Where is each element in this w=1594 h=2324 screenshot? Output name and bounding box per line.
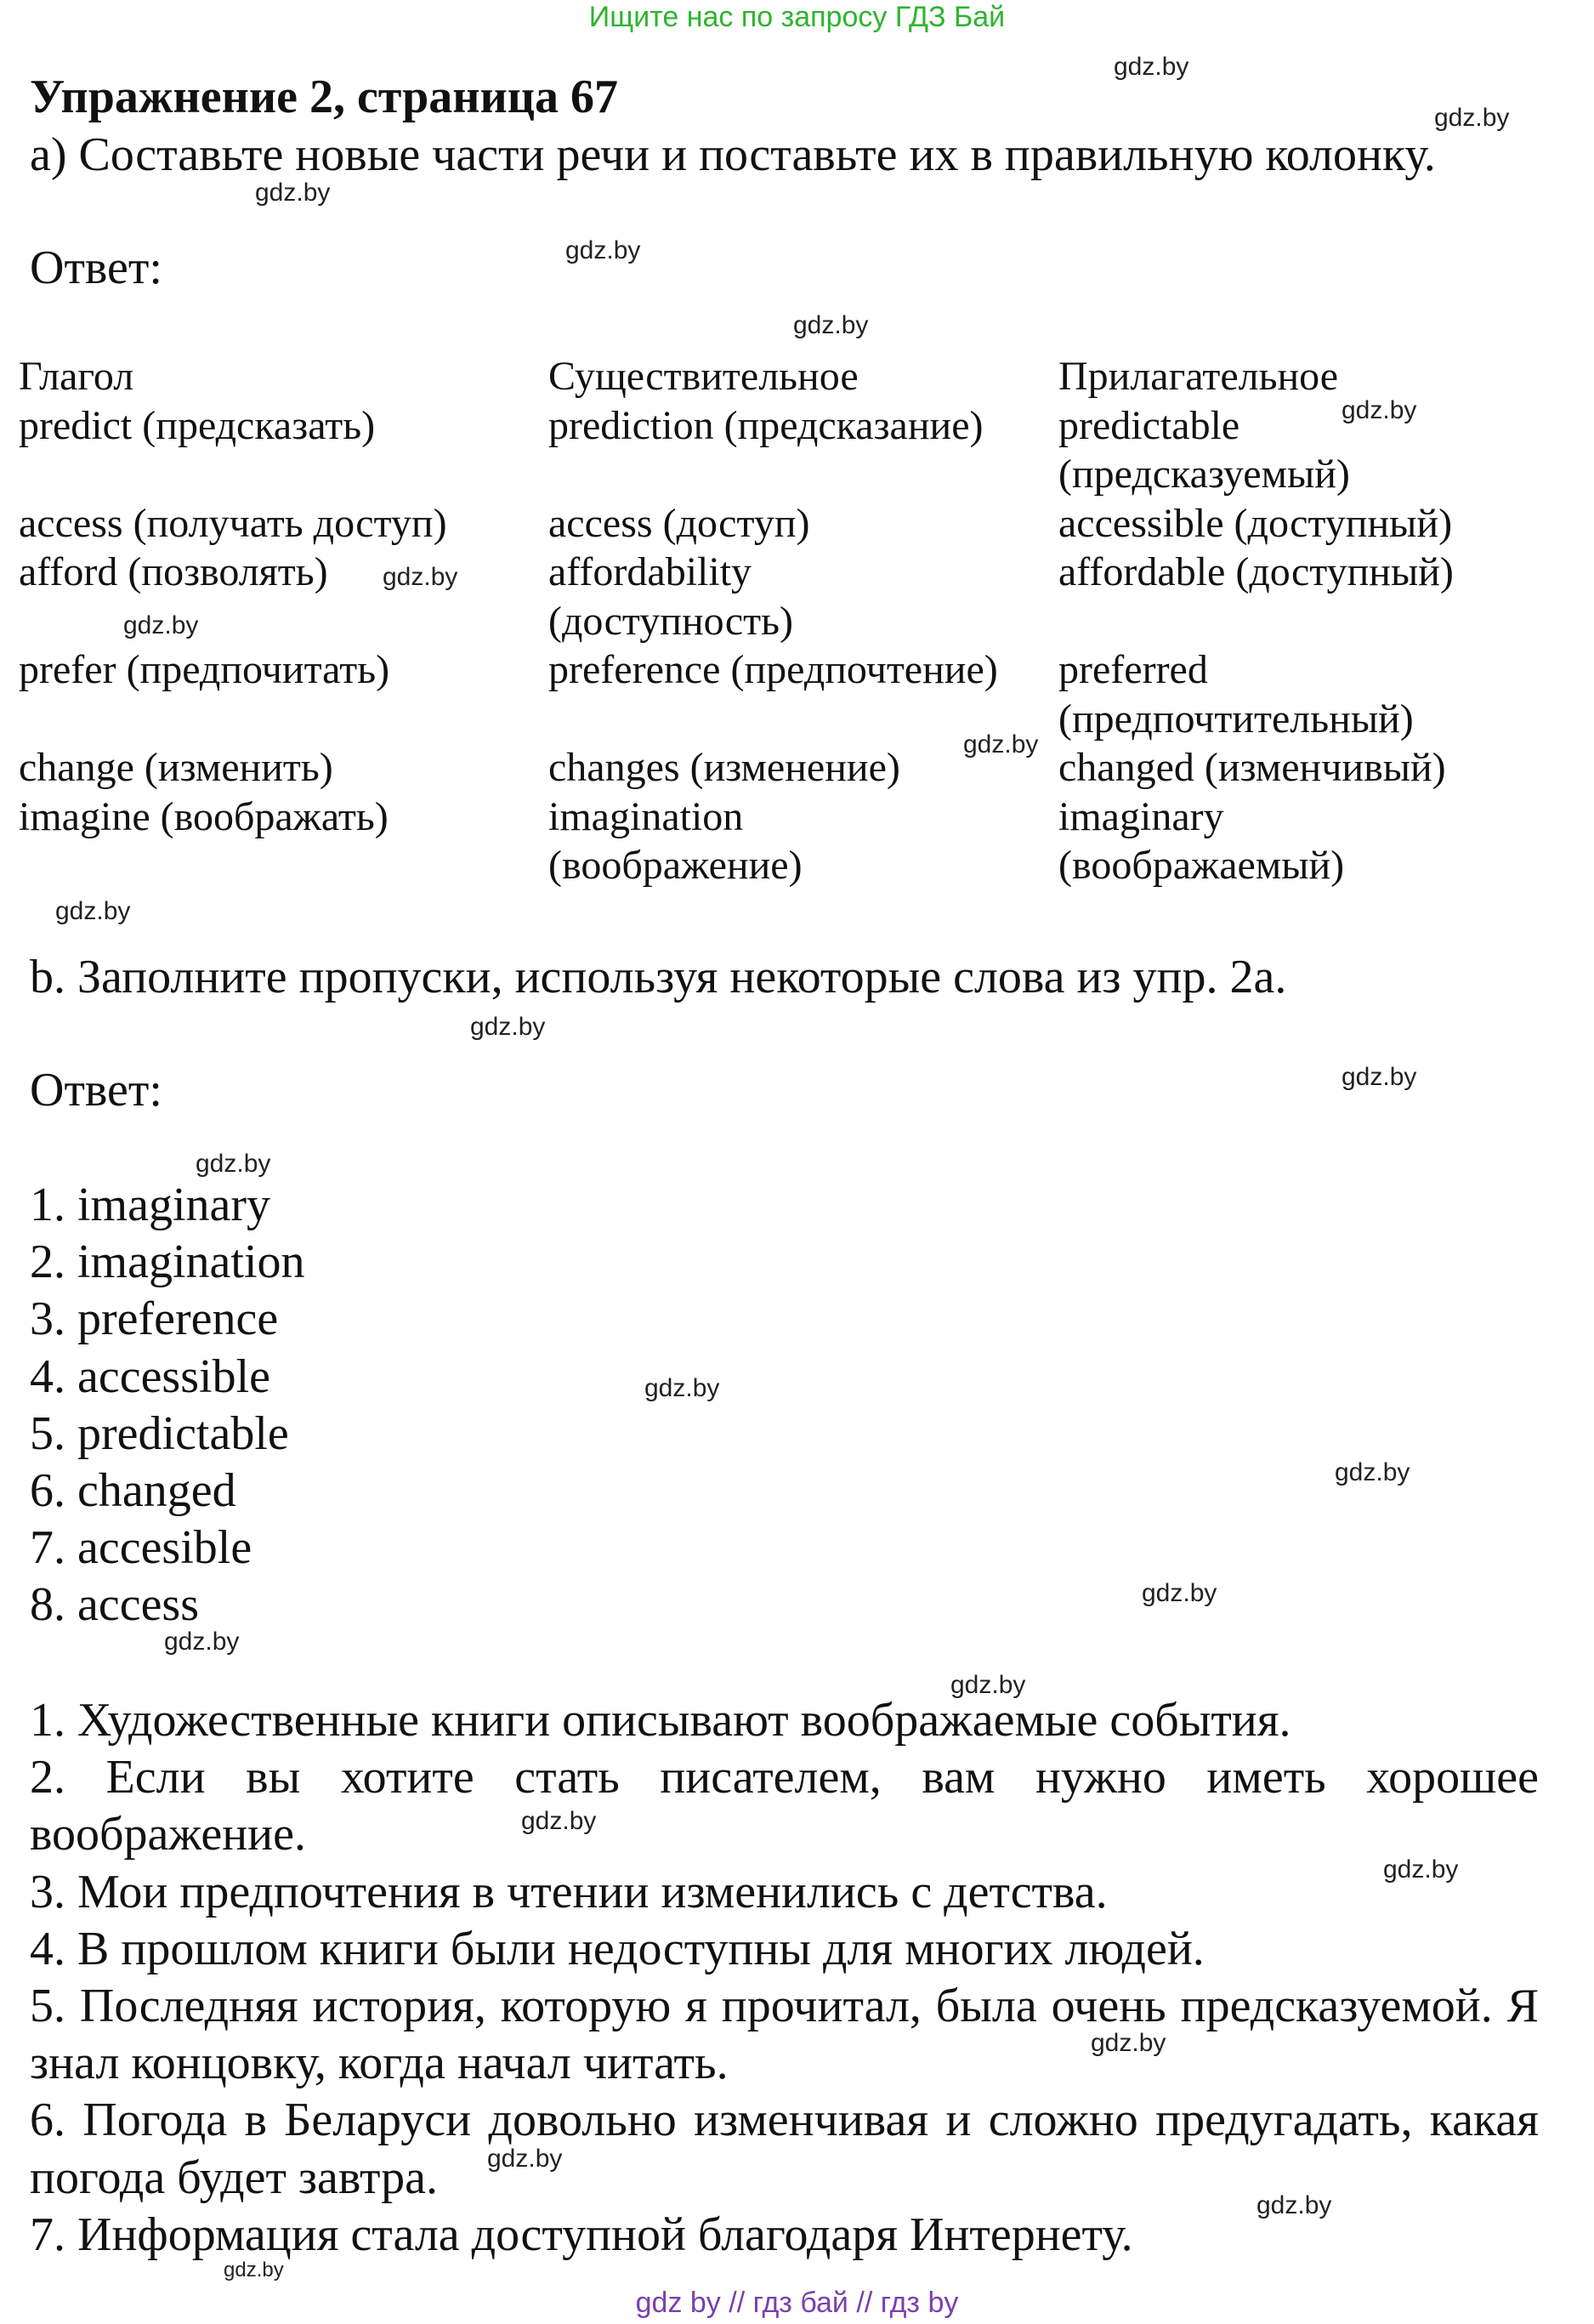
watermark: gdz.by — [383, 563, 458, 591]
watermark: gdz.by — [1142, 1579, 1217, 1607]
nouns-header: Существительное — [548, 354, 859, 399]
sentence: 3. Мои предпочтения в чтении изменились с детства. — [30, 1865, 1108, 1918]
table-cell: prefer (предпочитать) — [19, 647, 390, 692]
nouns-column — [548, 352, 998, 890]
answer-label-a: Ответ: — [30, 241, 162, 294]
table-cell — [19, 450, 447, 499]
watermark: gdz.by — [487, 2145, 563, 2173]
watermark: gdz.by — [1383, 1855, 1459, 1884]
list-item: 5. predictable — [30, 1406, 289, 1460]
watermark: gdz.by — [1091, 2029, 1166, 2057]
answers-list — [30, 1177, 305, 1634]
table-cell — [19, 695, 447, 744]
table-cell: imagination — [548, 793, 744, 839]
watermark: gdz.by — [644, 1374, 720, 1402]
watermark: gdz.by — [565, 236, 641, 264]
table-cell: affordable (доступный) — [1058, 549, 1454, 594]
task-b: b. Заполните пропуски, используя некоторые слова из упр. 2a. — [30, 951, 1287, 1003]
footer-links: gdz by // гдз бай // гдз by — [635, 2287, 959, 2319]
sentence: 4. В прошлом книги были недоступны для многих людей. — [30, 1922, 1205, 1975]
table-cell: imagine (воображать) — [19, 793, 389, 839]
verbs-header: Глагол — [19, 354, 134, 399]
table-cell: affordability — [548, 549, 752, 594]
table-cell: changed (изменчивый) — [1058, 745, 1446, 790]
list-item: 6. changed — [30, 1464, 236, 1518]
sentence: 5. Последняя история, которую я прочитал, была очень предсказуемой. Я знал концовку, когда начал читать. — [30, 1980, 1539, 2090]
table-cell: access (получать доступ) — [19, 500, 447, 546]
table-cell: imaginary — [1058, 793, 1224, 839]
list-item: 3. preference — [30, 1293, 279, 1346]
sentences-list — [30, 1692, 1539, 2264]
table-cell: (предпочтительный) — [1058, 696, 1414, 742]
table-cell: access (доступ) — [548, 500, 810, 546]
watermark: gdz.by — [521, 1807, 597, 1835]
list-item: 2. imagination — [30, 1236, 305, 1289]
watermark: gdz.by — [963, 730, 1039, 759]
table-cell: change (изменить) — [19, 745, 333, 790]
table-cell: (воображение) — [548, 843, 803, 888]
sentence: 6. Погода в Беларуси довольно изменчивая и сложно предугадать, какая погода будет завтра. — [30, 2094, 1539, 2204]
watermark: gdz.by — [1256, 2191, 1332, 2219]
answer-label-b: Ответ: — [30, 1064, 162, 1117]
list-item: 4. accessible — [30, 1350, 270, 1403]
table-cell: changes (изменение) — [548, 745, 900, 790]
watermark: gdz.by — [793, 311, 869, 339]
task-a: а) Составьте новые части речи и поставьте их в правильную колонку. — [30, 128, 1436, 181]
verbs-column — [19, 352, 447, 841]
table-cell: afford (позволять) — [19, 549, 328, 594]
watermark: gdz.by — [123, 611, 199, 639]
table-cell: preference (предпочтение) — [548, 647, 998, 692]
watermark: gdz.by — [55, 897, 131, 925]
watermark: gdz.by — [1342, 396, 1417, 424]
sentence: 2. Если вы хотите стать писателем, вам нужно иметь хорошее воображение. — [30, 1751, 1539, 1861]
table-cell: (воображаемый) — [1058, 843, 1345, 888]
watermark: gdz.by — [196, 1150, 271, 1178]
table-cell: prediction (предсказание) — [548, 402, 984, 448]
watermark: gdz.by — [1114, 53, 1189, 81]
watermark: gdz.by — [1335, 1458, 1410, 1486]
watermark: gdz.by — [224, 2259, 284, 2281]
table-cell: predict (предсказать) — [19, 402, 376, 448]
table-cell — [548, 695, 998, 744]
list-item: 1. imaginary — [30, 1179, 271, 1231]
watermark: gdz.by — [164, 1628, 240, 1656]
table-cell — [1058, 597, 1454, 646]
table-cell: predictable — [1058, 402, 1240, 448]
page-title: Упражнение 2, страница 67 — [30, 71, 619, 123]
table-cell: (предсказуемый) — [1058, 452, 1350, 497]
table-cell: accessible (доступный) — [1058, 500, 1453, 546]
top-banner: Ищите нас по запросу ГДЗ Бай — [588, 1, 1006, 33]
table-cell — [548, 450, 998, 499]
adjectives-column — [1058, 352, 1454, 890]
watermark: gdz.by — [1434, 104, 1510, 132]
watermark: gdz.by — [1342, 1063, 1417, 1091]
sentence: 7. Информация стала доступной благодаря Интернету. — [30, 2208, 1133, 2261]
watermark: gdz.by — [255, 179, 331, 207]
list-item: 7. accesible — [30, 1521, 252, 1575]
table-cell: preferred — [1058, 647, 1208, 692]
list-item: 8. access — [30, 1578, 200, 1632]
sentence: 1. Художественные книги описывают воображаемые события. — [30, 1694, 1291, 1747]
watermark: gdz.by — [470, 1013, 546, 1041]
table-cell: (доступность) — [548, 598, 793, 644]
watermark: gdz.by — [950, 1671, 1026, 1699]
adjectives-header: Прилагательное — [1058, 354, 1339, 399]
table-cell — [19, 597, 447, 646]
